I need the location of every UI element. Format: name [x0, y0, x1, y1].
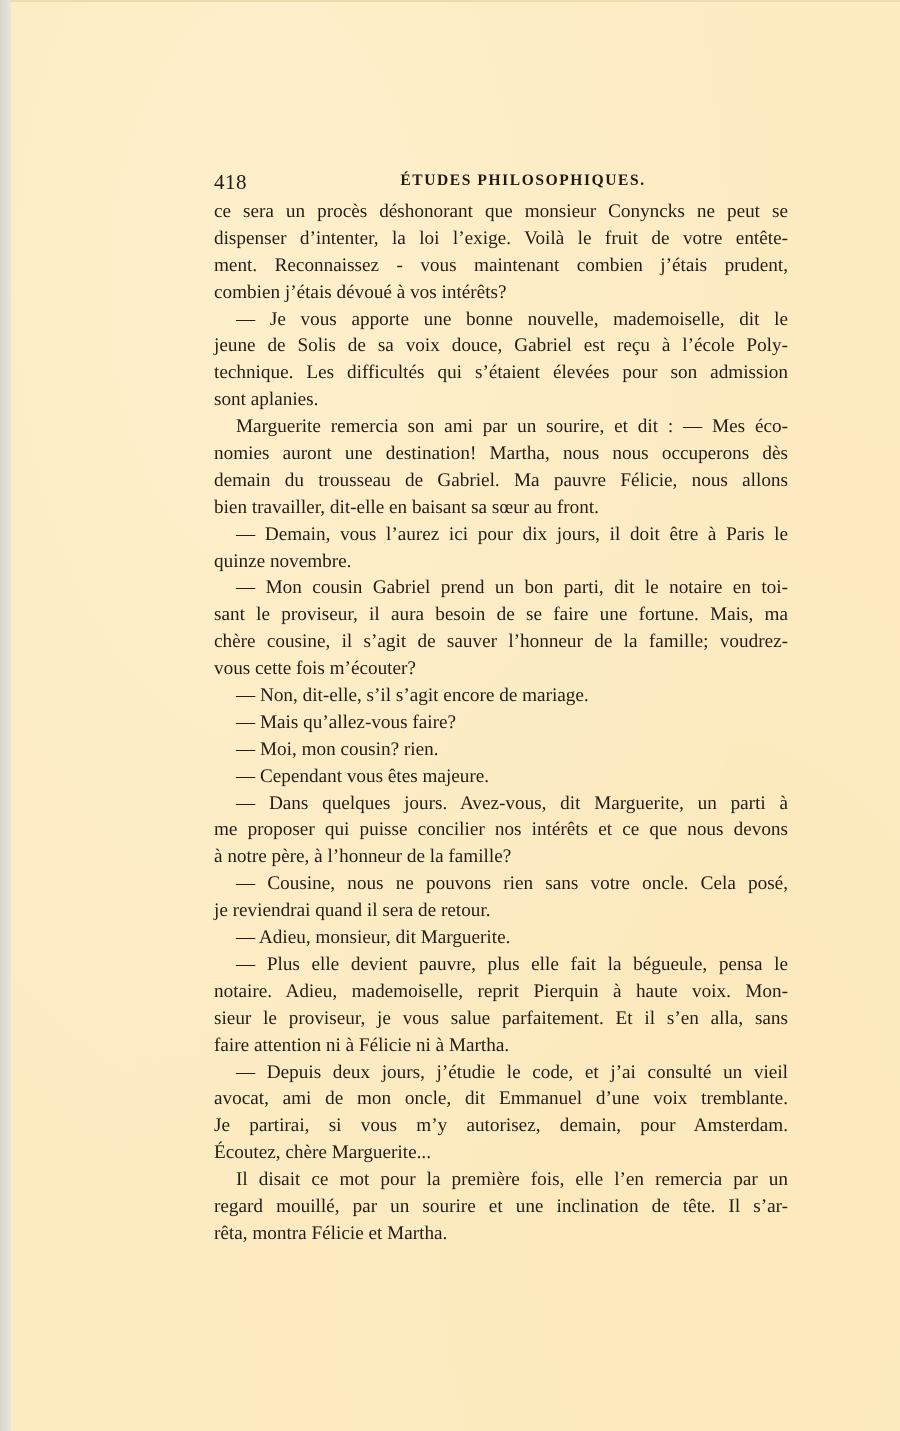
text-line: — Dans quelques jours. Avez-vous, dit Marguerite, un parti à — [236, 792, 788, 814]
text-line: — Cependant vous êtes majeure. — [236, 765, 490, 787]
text-line: jeune de Solis de sa voix douce, Gabriel est reçu à l’école Poly- — [214, 335, 788, 357]
text-line: combien j’étais dévoué à vos intérêts? — [214, 281, 507, 303]
paragraph — [214, 737, 788, 764]
scan-edge — [0, 0, 11, 1431]
page-number: 418 — [214, 170, 247, 194]
paragraph — [214, 952, 788, 1060]
paragraph — [214, 199, 788, 307]
text-line: demain du trousseau de Gabriel. Ma pauvre Félicie, nous allons — [214, 469, 788, 491]
text-line: vous cette fois m’écouter? — [214, 658, 416, 680]
page-top-edge — [11, 0, 900, 2]
text-line: Il disait ce mot pour la première fois, elle l’en remercia par un — [236, 1169, 788, 1191]
paragraph — [214, 1060, 788, 1168]
text-line: je reviendrai quand il sera de retour. — [214, 900, 491, 922]
paragraph — [214, 575, 788, 683]
text-line: ment. Reconnaissez - vous maintenant combien j’étais prudent, — [214, 254, 788, 276]
paragraph — [214, 414, 788, 522]
paragraph — [214, 791, 788, 872]
text-line: technique. Les difficultés qui s’étaient élevées pour son admission — [214, 362, 788, 384]
text-line: Marguerite remercia son ami par un sourire, et dit : — Mes éco- — [236, 416, 788, 438]
text-line: — Depuis deux jours, j’étudie le code, et j’ai consulté un vieil — [236, 1061, 788, 1083]
text-line: chère cousine, il s’agit de sauver l’honneur de la famille; voudrez- — [214, 631, 788, 653]
text-line: Je partirai, si vous m’y autorisez, demain, pour Amsterdam. — [214, 1115, 788, 1137]
text-line: — Mais qu’allez-vous faire? — [236, 711, 457, 733]
paragraph — [214, 1167, 788, 1248]
paragraph — [214, 925, 788, 952]
text-line: me proposer qui puisse concilier nos intérêts et ce que nous devons — [214, 819, 788, 841]
text-line: — Mon cousin Gabriel prend un bon parti, dit le notaire en toi- — [236, 577, 788, 599]
text-line: avocat, ami de mon oncle, dit Emmanuel d’une voix tremblante. — [214, 1088, 788, 1110]
text-line: regard mouillé, par un sourire et une inclination de tête. Il s’ar- — [214, 1195, 788, 1217]
text-line: — Plus elle devient pauvre, plus elle fait la bégueule, pensa le — [236, 953, 788, 975]
paragraph — [214, 683, 788, 710]
text-line: sont aplanies. — [214, 389, 319, 411]
paragraph — [214, 522, 788, 576]
body-text — [214, 199, 788, 1248]
text-line: — Adieu, monsieur, dit Marguerite. — [236, 927, 511, 949]
paragraph — [214, 764, 788, 791]
text-line: faire attention ni à Félicie ni à Martha. — [214, 1034, 510, 1056]
text-line: — Moi, mon cousin? rien. — [236, 738, 439, 760]
paragraph — [214, 710, 788, 737]
text-line: bien travailler, dit-elle en baisant sa sœur au front. — [214, 496, 599, 518]
text-line: — Non, dit-elle, s’il s’agit encore de mariage. — [236, 685, 589, 707]
paragraph — [214, 307, 788, 415]
running-head-title: ÉTUDES PHILOSOPHIQUES. — [400, 172, 646, 189]
text-line: — Cousine, nous ne pouvons rien sans votre oncle. Cela posé, — [236, 873, 788, 895]
text-line: notaire. Adieu, mademoiselle, reprit Pierquin à haute voix. Mon- — [214, 980, 788, 1002]
text-line: sieur le proviseur, je vous salue parfaitement. Et il s’en alla, sans — [214, 1007, 788, 1029]
text-line: nomies auront une destination! Martha, nous nous occuperons dès — [214, 443, 788, 465]
text-line: ce sera un procès déshonorant que monsieur Conyncks ne peut se — [214, 201, 788, 222]
text-line: — Demain, vous l’aurez ici pour dix jours, il doit être à Paris le — [236, 523, 788, 545]
text-line: à notre père, à l’honneur de la famille? — [214, 846, 512, 868]
text-line: Écoutez, chère Marguerite... — [214, 1142, 431, 1164]
text-line: rêta, montra Félicie et Martha. — [214, 1222, 448, 1244]
text-line: quinze novembre. — [214, 550, 352, 572]
text-line: sant le proviseur, il aura besoin de se faire une fortune. Mais, ma — [214, 604, 788, 626]
text-line: — Je vous apporte une bonne nouvelle, mademoiselle, dit le — [236, 308, 788, 330]
paragraph — [214, 871, 788, 925]
running-head — [214, 170, 792, 194]
text-line: dispenser d’intenter, la loi l’exige. Voilà le fruit de votre entête- — [214, 227, 788, 249]
